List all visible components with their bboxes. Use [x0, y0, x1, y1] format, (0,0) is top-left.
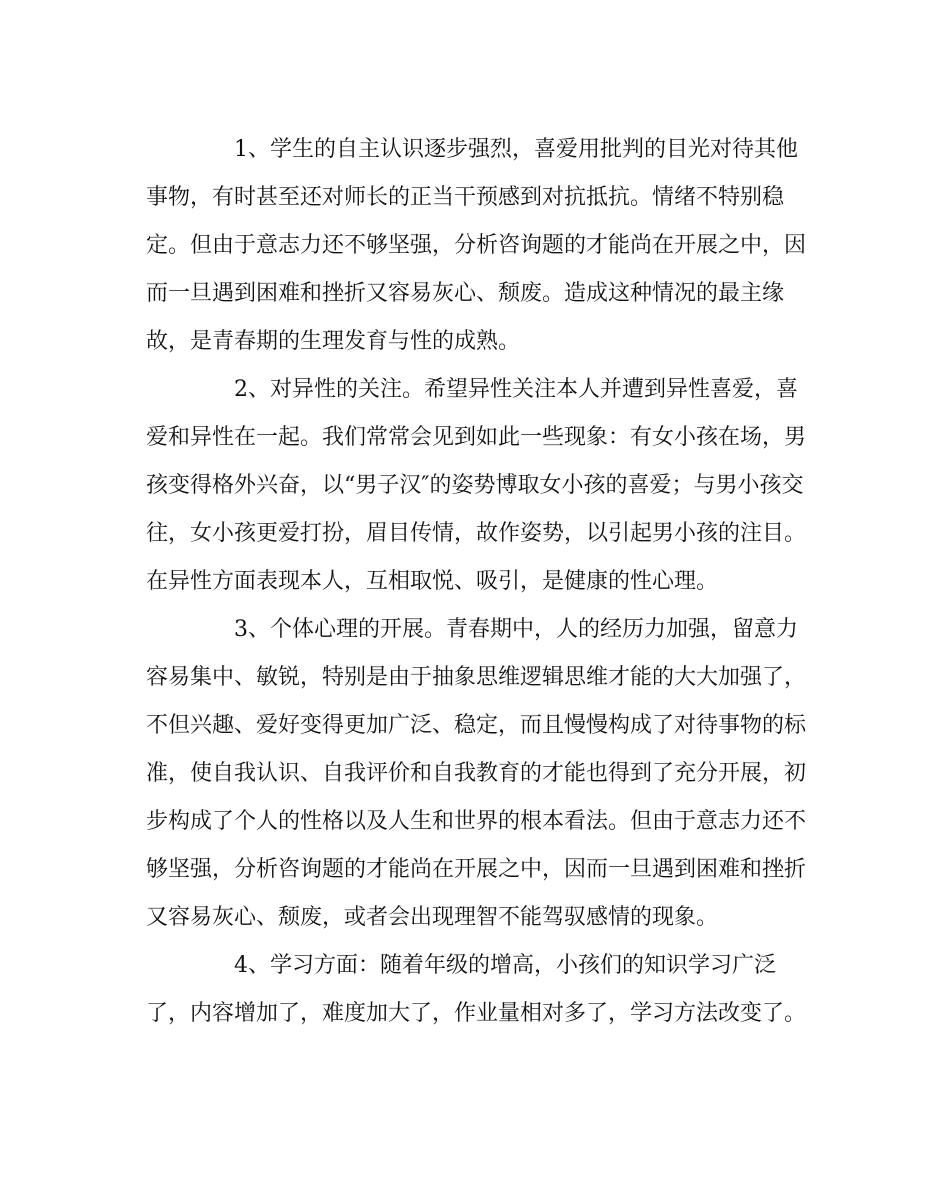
paragraph-line: 而一旦遇到困难和挫折又容易灰心、颓废。造成这种情况的最主缘 — [146, 281, 785, 306]
paragraph-line: 够坚强，分析咨询题的才能尚在开展之中，因而一旦遇到困难和挫折 — [146, 857, 807, 882]
document-body — [146, 126, 816, 1038]
paragraph-line: 2、对异性的关注。希望异性关注本人并遭到异性喜爱，喜 — [234, 377, 798, 402]
paragraph-line: 故，是青春期的生理发育与性的成熟。 — [146, 329, 521, 354]
paragraph-line: 准，使自我认识、自我评价和自我教育的才能也得到了充分开展，初 — [146, 761, 807, 786]
paragraph-line: 定。但由于意志力还不够坚强，分析咨询题的才能尚在开展之中，因 — [146, 233, 807, 258]
paragraph-4 — [146, 942, 816, 1038]
paragraph-line: 3、个体心理的开展。青春期中，人的经历力加强，留意力 — [234, 617, 798, 642]
paragraph-line: 1、学生的自主认识逐步强烈，喜爱用批判的目光对待其他 — [234, 137, 798, 162]
paragraph-line: 步构成了个人的性格以及人生和世界的根本看法。但由于意志力还不 — [146, 809, 807, 834]
paragraph-line: 孩变得格外兴奋，以“男子汉″的姿势博取女小孩的喜爱；与男小孩交 — [146, 473, 804, 498]
paragraph-line: 不但兴趣、爱好变得更加广泛、稳定，而且慢慢构成了对待事物的标 — [146, 713, 807, 738]
paragraph-line: 了，内容增加了，难度加大了，作业量相对多了，学习方法改变了。 — [146, 1001, 807, 1026]
paragraph-line: 容易集中、敏锐，特别是由于抽象思维逻辑思维才能的大大加强了， — [146, 665, 807, 690]
paragraph-3 — [146, 606, 816, 942]
paragraph-line: 事物，有时甚至还对师长的正当干预感到对抗抵抗。情绪不特别稳 — [146, 185, 785, 210]
paragraph-1 — [146, 126, 816, 366]
paragraph-line: 爱和异性在一起。我们常常会见到如此一些现象：有女小孩在场，男 — [146, 425, 807, 450]
paragraph-2 — [146, 366, 816, 606]
paragraph-line: 又容易灰心、颓废，或者会出现理智不能驾驭感情的现象。 — [146, 905, 719, 930]
paragraph-line: 在异性方面表现本人，互相取悦、吸引，是健康的性心理。 — [146, 569, 719, 594]
paragraph-line: 往，女小孩更爱打扮，眉目传情，故作姿势，以引起男小孩的注目。 — [146, 521, 807, 546]
paragraph-line: 4、学习方面：随着年级的增高，小孩们的知识学习广泛 — [234, 953, 776, 978]
